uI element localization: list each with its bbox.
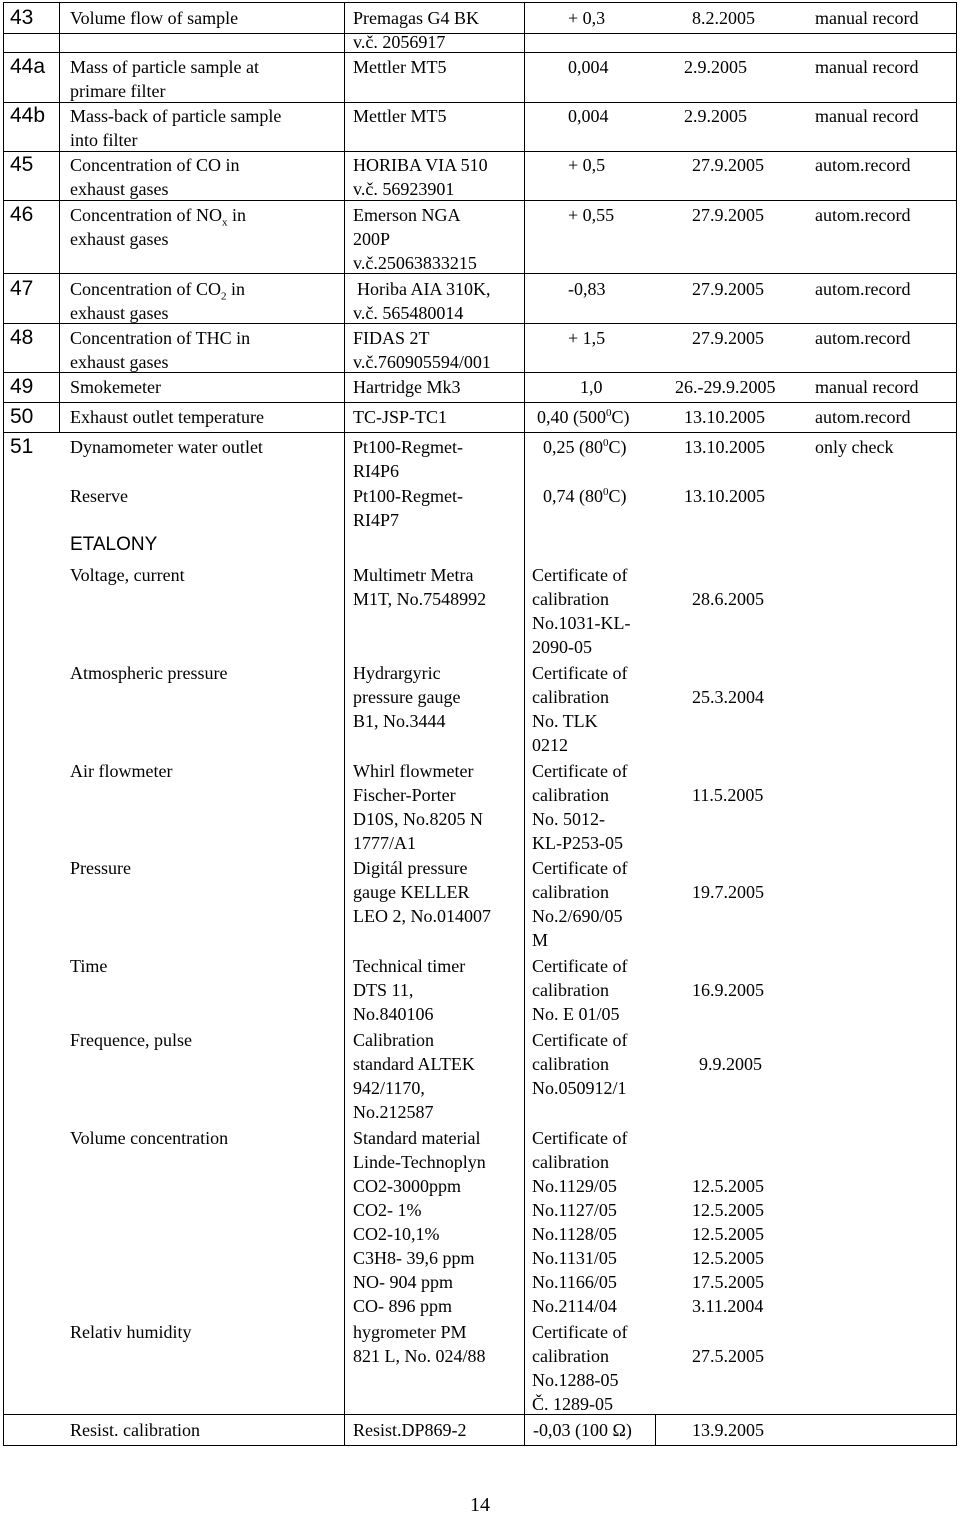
row-name: Reserve: [70, 486, 128, 506]
row-name: Volume flow of sample: [70, 8, 239, 28]
instrument: Pt100-Regmet-: [353, 437, 463, 457]
row-divider: [3, 1414, 957, 1415]
row-number: 43: [10, 6, 34, 29]
instrument: RI4P6: [353, 461, 400, 481]
row-name: exhaust gases: [70, 229, 169, 249]
date: 8.2.2005: [692, 8, 755, 28]
instrument: v.č. 56923901: [353, 179, 455, 199]
accuracy-text: 0,40 (500: [537, 407, 606, 427]
accuracy: + 0,3: [568, 8, 606, 28]
instrument: Mettler MT5: [353, 106, 447, 126]
row-divider: [3, 151, 957, 152]
degree-superscript: 0: [606, 407, 612, 419]
record-mode: autom.record: [815, 205, 911, 225]
row-number: 47: [10, 277, 34, 300]
etalon-instrument: Standard material: [353, 1128, 481, 1148]
etalon-certificate: M: [532, 930, 549, 950]
date: 27.9.2005: [692, 205, 764, 225]
etalon-certificate: Certificate of: [532, 761, 628, 781]
etalon-date: 28.6.2005: [692, 589, 764, 609]
instrument: Emerson NGA: [353, 205, 461, 225]
etalon-certificate: Certificate of: [532, 1128, 628, 1148]
etalon-instrument: gauge KELLER: [353, 882, 470, 902]
row-number: 45: [10, 153, 34, 176]
etalon-date: 16.9.2005: [692, 980, 764, 1000]
etalon-date: 25.3.2004: [692, 687, 764, 707]
etalon-instrument: Calibration: [353, 1030, 434, 1050]
date: 27.9.2005: [692, 328, 764, 348]
accuracy: [543, 484, 627, 508]
etalon-instrument: Digitál pressure: [353, 858, 468, 878]
etalon-instrument: Linde-Technoplyn: [353, 1152, 486, 1172]
row-number: 44a: [10, 55, 46, 78]
etalon-instrument: 942/1170,: [353, 1078, 425, 1098]
instrument: RI4P7: [353, 510, 400, 530]
record-mode: manual record: [815, 8, 919, 28]
accuracy-text: 0,74 (80: [543, 486, 603, 506]
etalon-certificate: No. 5012-: [532, 809, 605, 829]
etalon-certificate: No.1031-KL-: [532, 613, 631, 633]
row-name: exhaust gases: [70, 352, 169, 372]
etalon-certificate: 0212: [532, 735, 568, 755]
row-name: Smokemeter: [70, 377, 161, 397]
etalon-certificate: Certificate of: [532, 663, 628, 683]
etalon-instrument: Resist.DP869-2: [353, 1420, 467, 1440]
etalon-certificate: calibration: [532, 589, 609, 609]
row-name: Concentration of CO in: [70, 155, 240, 175]
accuracy: + 1,5: [568, 328, 606, 348]
etalon-certificate: Certificate of: [532, 858, 628, 878]
etalon-instrument: DTS 11,: [353, 980, 414, 1000]
etalon-certificate: No.1129/05: [532, 1176, 617, 1196]
etalon-certificate: No.2/690/05: [532, 906, 623, 926]
date: 13.10.2005: [684, 437, 765, 457]
etalon-date: 12.5.2005: [692, 1200, 764, 1220]
row-name: Mass-back of particle sample: [70, 106, 282, 126]
col-divider: [344, 2, 345, 1446]
etalon-instrument: M1T, No.7548992: [353, 589, 487, 609]
degree-superscript: 0: [603, 486, 609, 498]
etalon-certificate: Č. 1289-05: [532, 1394, 613, 1414]
etalon-certificate: calibration: [532, 980, 609, 1000]
etalon-certificate: calibration: [532, 1054, 609, 1074]
instrument: v.č. 565480014: [353, 303, 464, 323]
etalon-certificate: calibration: [532, 882, 609, 902]
row-name-subscript: x: [221, 216, 228, 229]
etalon-date: 12.5.2005: [692, 1224, 764, 1244]
row-name: Mass of particle sample at: [70, 57, 259, 77]
accuracy-text: C): [608, 437, 627, 457]
etalon-instrument: D10S, No.8205 N: [353, 809, 484, 829]
etalon-instrument: CO2-3000ppm: [353, 1176, 461, 1196]
etalon-certificate: No.1166/05: [532, 1272, 617, 1292]
record-mode: manual record: [815, 377, 919, 397]
date: 27.9.2005: [692, 279, 764, 299]
etalon-instrument: CO- 896 ppm: [353, 1296, 452, 1316]
date: 13.10.2005: [684, 486, 765, 506]
row-name: [70, 277, 245, 301]
etalon-date: 13.9.2005: [692, 1420, 764, 1440]
etalon-date: 11.5.2005: [692, 785, 764, 805]
etalon-certificate: calibration: [532, 785, 609, 805]
accuracy: 0,004: [568, 57, 609, 77]
row-number: 49: [10, 375, 34, 398]
etalon-certificate: calibration: [532, 1152, 609, 1172]
row-name-text: Concentration of CO: [70, 279, 221, 299]
date: 13.10.2005: [684, 407, 765, 427]
etalon-instrument: Technical timer: [353, 956, 466, 976]
accuracy: [543, 435, 627, 459]
instrument: 200P: [353, 229, 391, 249]
etalon-certificate: No.1288-05: [532, 1370, 619, 1390]
record-mode: autom.record: [815, 328, 911, 348]
etalon-certificate: No.050912/1: [532, 1078, 627, 1098]
row-name: primare filter: [70, 81, 166, 101]
record-mode: autom.record: [815, 407, 911, 427]
etalon-certificate: No.1127/05: [532, 1200, 617, 1220]
instrument: v.č.760905594/001: [353, 352, 491, 372]
row-number: 46: [10, 203, 34, 226]
etalon-certificate: Certificate of: [532, 956, 628, 976]
instrument: Premagas G4 BK: [353, 8, 479, 28]
etalon-certificate: No.1128/05: [532, 1224, 617, 1244]
etalon-name: Time: [70, 956, 108, 976]
etalon-instrument: No.840106: [353, 1004, 434, 1024]
etalon-instrument: Whirl flowmeter: [353, 761, 474, 781]
instrument: Horiba AIA 310K,: [357, 279, 491, 299]
instrument: v.č. 2056917: [353, 32, 446, 52]
instrument: v.č.25063833215: [353, 253, 477, 273]
accuracy-text: C): [608, 486, 627, 506]
etalon-certificate: 2090-05: [532, 637, 592, 657]
etalon-name: Relativ humidity: [70, 1322, 192, 1342]
row-name: into filter: [70, 130, 138, 150]
accuracy: + 0,55: [568, 205, 615, 225]
date: 2.9.2005: [684, 106, 747, 126]
instrument: TC-JSP-TC1: [353, 407, 448, 427]
record-mode: manual record: [815, 106, 919, 126]
etalon-instrument: pressure gauge: [353, 687, 461, 707]
etalon-instrument: No.212587: [353, 1102, 434, 1122]
etalon-date: 9.9.2005: [699, 1054, 762, 1074]
etalon-certificate: calibration: [532, 687, 609, 707]
degree-superscript: 0: [603, 437, 609, 449]
instrument: Mettler MT5: [353, 57, 447, 77]
row-number: 44b: [10, 104, 46, 127]
col-divider: [655, 1414, 656, 1446]
etalony-heading: ETALONY: [70, 534, 158, 555]
row-divider: [3, 52, 957, 53]
accuracy-text: C): [611, 407, 630, 427]
row-divider: [3, 33, 957, 34]
etalon-instrument: C3H8- 39,6 ppm: [353, 1248, 475, 1268]
etalon-date: 19.7.2005: [692, 882, 764, 902]
row-divider: [3, 273, 957, 274]
row-name-text: in: [226, 279, 245, 299]
record-mode: manual record: [815, 57, 919, 77]
etalon-date: 27.5.2005: [692, 1346, 764, 1366]
etalon-instrument: CO2-10,1%: [353, 1224, 440, 1244]
etalon-certificate: Certificate of: [532, 1030, 628, 1050]
row-number: 51: [10, 435, 34, 458]
etalon-instrument: 821 L, No. 024/88: [353, 1346, 486, 1366]
etalon-certificate: No. TLK: [532, 711, 598, 731]
etalon-date: 12.5.2005: [692, 1176, 764, 1196]
accuracy: -0,83: [568, 279, 606, 299]
page-number: 14: [470, 1494, 490, 1516]
accuracy-text: 0,25 (80: [543, 437, 603, 457]
etalon-name: Frequence, pulse: [70, 1030, 192, 1050]
instrument: HORIBA VIA 510: [353, 155, 488, 175]
row-number: 50: [10, 405, 34, 428]
row-number: 48: [10, 326, 34, 349]
row-name-text: Concentration of NO: [70, 205, 222, 225]
row-name-text: in: [227, 205, 246, 225]
row-name: [70, 203, 246, 227]
etalon-name: Atmospheric pressure: [70, 663, 228, 683]
etalon-instrument: 1777/A1: [353, 833, 416, 853]
etalon-certificate: KL-P253-05: [532, 833, 623, 853]
etalon-name: Resist. calibration: [70, 1420, 200, 1440]
etalon-instrument: Multimetr Metra: [353, 565, 474, 585]
row-divider: [3, 402, 957, 403]
etalon-name: Pressure: [70, 858, 131, 878]
etalon-certificate: Certificate of: [532, 565, 628, 585]
etalon-name: Air flowmeter: [70, 761, 173, 781]
etalon-name: Volume concentration: [70, 1128, 229, 1148]
date: 26.-29.9.2005: [675, 377, 776, 397]
etalon-instrument: hygrometer PM: [353, 1322, 467, 1342]
record-mode: autom.record: [815, 279, 911, 299]
etalon-instrument: LEO 2, No.014007: [353, 906, 491, 926]
col-divider: [59, 2, 60, 432]
row-name: Dynamometer water outlet: [70, 437, 263, 457]
etalon-instrument: standard ALTEK: [353, 1054, 475, 1074]
record-mode: only check: [815, 437, 894, 457]
etalon-certificate: No.2114/04: [532, 1296, 617, 1316]
etalon-instrument: NO- 904 ppm: [353, 1272, 453, 1292]
date: 27.9.2005: [692, 155, 764, 175]
row-name-subscript: 2: [220, 290, 227, 303]
etalon-instrument: Hydrargyric: [353, 663, 441, 683]
etalon-certificate: No.1131/05: [532, 1248, 617, 1268]
etalon-certificate: -0,03 (100 Ω): [533, 1420, 632, 1440]
col-divider: [524, 2, 525, 1446]
date: 2.9.2005: [684, 57, 747, 77]
accuracy: + 0,5: [568, 155, 606, 175]
row-name: exhaust gases: [70, 303, 169, 323]
etalon-certificate: No. E 01/05: [532, 1004, 620, 1024]
etalon-instrument: B1, No.3444: [353, 711, 446, 731]
etalon-instrument: CO2- 1%: [353, 1200, 422, 1220]
accuracy: 1,0: [580, 377, 603, 397]
etalon-date: 3.11.2004: [692, 1296, 764, 1316]
row-name: exhaust gases: [70, 179, 169, 199]
instrument: Hartridge Mk3: [353, 377, 461, 397]
accuracy: [537, 405, 630, 429]
instrument: FIDAS 2T: [353, 328, 430, 348]
row-name: Exhaust outlet temperature: [70, 407, 264, 427]
row-name: Concentration of THC in: [70, 328, 251, 348]
row-divider: [3, 432, 957, 433]
etalon-name: Voltage, current: [70, 565, 185, 585]
etalon-date: 12.5.2005: [692, 1248, 764, 1268]
etalon-date: 17.5.2005: [692, 1272, 764, 1292]
etalon-certificate: calibration: [532, 1346, 609, 1366]
accuracy: 0,004: [568, 106, 609, 126]
record-mode: autom.record: [815, 155, 911, 175]
etalon-instrument: Fischer-Porter: [353, 785, 456, 805]
instrument: Pt100-Regmet-: [353, 486, 463, 506]
etalon-certificate: Certificate of: [532, 1322, 628, 1342]
